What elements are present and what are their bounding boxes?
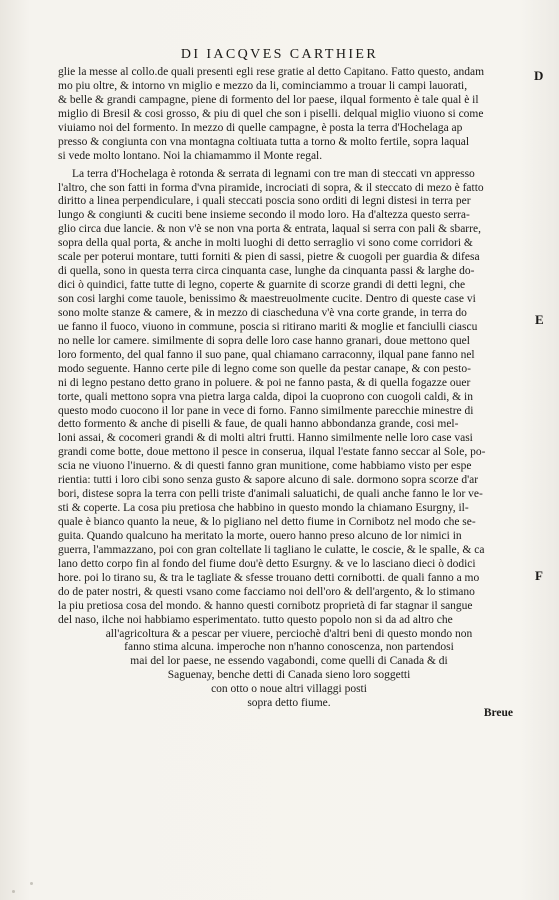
running-head: DI IACQVES CARTHIER — [180, 47, 379, 62]
text-line: lano detto corpo fin al fondo del fiume dou'è detto Esurgny. & ve lo lasciano dieci ò dodici — [58, 557, 476, 570]
text-line: dici ò quindici, fatte tutte di legno, coperte & guarnite di scorze grandi di detti legni, che — [58, 279, 466, 292]
text-line: mo piu oltre, & intorno vn miglio e mezzo da li, cominciammo a trouar li campi lauorati, — [58, 79, 468, 92]
text-line: sopra detto fiume. — [247, 697, 331, 710]
margin-letter-d: D — [534, 68, 544, 83]
text-line: diritto a linea perpendiculare, i quali steccati poscia sono orditi di legni distesi in terra per — [58, 195, 471, 208]
text-line: miglio di Bresil & cosi grosso, & piu di quel che son i piselli. delqual miglio viuono si come — [58, 107, 484, 120]
text-line: di quella, sono in questa terra circa cinquanta case, lunghe da cinquanta passi & larghe do- — [58, 265, 475, 278]
text-line: La terra d'Hochelaga è rotonda & serrata di legnami con tre man di steccati vn appresso — [72, 167, 475, 180]
text-line: rientia: tutti i loro cibi sono senza gusto & sapore alcuno di sale. dormono sopra scorze d'ar — [58, 474, 479, 487]
text-line: sopra della qual porta, & anche in molti luoghi di detto serraglio vi sono come corridori & — [58, 237, 473, 250]
text-line: scale per poterui montare, tutti forniti & pien di sassi, pietre & cuogoli per guardia & difesa — [58, 251, 480, 264]
text-line: glie la messe al collo.de quali presenti egli rese gratie al detto Capitano. Fatto questo, andam — [58, 66, 485, 78]
text-line: Saguenay, benche detti di Canada sieno loro soggetti — [167, 669, 411, 682]
text-line: la piu pretiosa cosa del mondo. & hanno questi cornibotz proprietà di far stagnar il sangue — [58, 599, 473, 612]
catchword: Breue — [483, 707, 513, 719]
text-line: viuiamo noi del formento. In mezzo di quelle campagne, è posta la terra d'Hochelaga ap — [58, 121, 463, 134]
text-line: mai del lor paese, ne essendo vagabondi, come quelli di Canada & di — [130, 655, 448, 668]
text-line: all'agricoltura & a pescar per viuere, perciochè d'altri beni di questo mondo non — [105, 627, 473, 640]
text-line: son cosi larghi come tauole, benissimo & maestreuolmente cucite. Dentro di queste case vi — [58, 293, 476, 305]
text-line: lungo & congiunti & cuciti bene insieme secondo il modo loro. Ha d'altezza questo serra- — [58, 209, 470, 222]
text-line: ni di legno pestano detto grano in poluere. & poi ne fanno pasta, & di quella fogazze ouer — [58, 376, 471, 389]
text-line: si vede molto lontano. Noi la chiamammo il Monte regal. — [58, 149, 323, 162]
text-line: presso & congiunta con vna montagna coltiuata tutta a torno & molto fertile, sopra laqual — [58, 135, 470, 148]
text-line: modo seguente. Hanno certe pile di legno come son quelle da pestar canape, & con pesto- — [58, 362, 471, 375]
text-line: no nelle lor camere. similmente di sopra delle loro case hanno granari, doue mettono quel — [58, 334, 470, 347]
text-line: glio circa due lancie. & non v'è se non vna porta & entrata, laqual si serra con pali & sbarre, — [58, 223, 481, 236]
text-line: hore. poi lo tirano su, & tra le tagliate & sfesse trouano detti cornibotti. de quali fanno a mo — [58, 571, 480, 584]
body-text — [58, 66, 520, 711]
text-line: questo modo cuocono il lor pane in vece di forno. Fanno similmente parecchie minestre di — [58, 404, 474, 417]
text-line: bori, distese sopra la terra con pelli triste d'animali saluatichi, de quali anche fanno le lor ve- — [58, 488, 483, 501]
margin-letter-f: F — [535, 568, 543, 583]
paper-speck — [30, 882, 33, 885]
text-line: do de pater nostri, & questi vsano come facciamo noi dell'oro & dell'argento, & lo stimano — [58, 585, 475, 598]
text-line: guerra, l'ammazzano, poi con gran coltellate li tagliano le culatte, le coscie, & le spalle, & ca — [58, 543, 485, 556]
text-line: quale è bianco quanto la neue, & lo pigliano nel detto fiume in Cornibotz nel modo che se- — [58, 516, 476, 528]
text-line: l'altro, che son fatti in forma d'vna piramide, incrociati di sopra, & il steccato di mezo è fatto — [58, 181, 484, 194]
text-line: fanno stima alcuna. imperoche non n'hanno conoscenza, non partendosi — [124, 641, 454, 654]
text-line: loni assai, & cocomeri grandi & di molti altri frutti. Hanno similmente nelle loro case vasi — [58, 432, 473, 445]
margin-letter-e: E — [535, 312, 544, 327]
text-line: torte, quali mettono sopra vna pietra larga calda, dipoi la cuoprono con cuogoli caldi, & in — [58, 390, 473, 403]
text-line: del naso, ilche noi habbiamo esperimentato. tutto questo popolo non si da ad altro che — [58, 613, 453, 626]
text-line: grandi come botte, doue mettono il pesce in conserua, ilqual l'estate fanno seccar al Sole, po- — [58, 446, 486, 459]
text-line: & belle & grandi campagne, piene di formento del lor paese, ilqual formento è tale qual è il — [58, 93, 479, 106]
text-line: con otto o noue altri villaggi posti — [211, 683, 367, 696]
text-line: sono molte stanze & camere, & in mezzo di ciascheduna v'è vna corte grande, in terra do — [58, 306, 467, 319]
text-line: loro formento, del qual fanno il suo pane, qual chiamano carraconny, ilqual pane fanno nel — [58, 348, 475, 361]
paper-speck — [12, 890, 15, 893]
text-line: ue fanno il fuoco, viuono in commune, poscia si ritirano mariti & moglie et fanciulli ciascu — [58, 320, 478, 333]
text-line: detto formento & anche di piselli & faue, de quali hanno abbondanza grande, cosi mel- — [58, 418, 459, 431]
text-line: sti & coperte. La cosa piu pretiosa che habbino in questo mondo la chiamano Esurgny, il- — [58, 502, 469, 515]
text-line: scia ne viuono l'inuerno. & di questi fanno gran munitione, come habbiamo visto per espe — [58, 460, 472, 473]
text-line: guita. Quando qualcuno ha meritato la morte, ouero hanno preso alcuno de lor nimici in — [58, 529, 462, 542]
